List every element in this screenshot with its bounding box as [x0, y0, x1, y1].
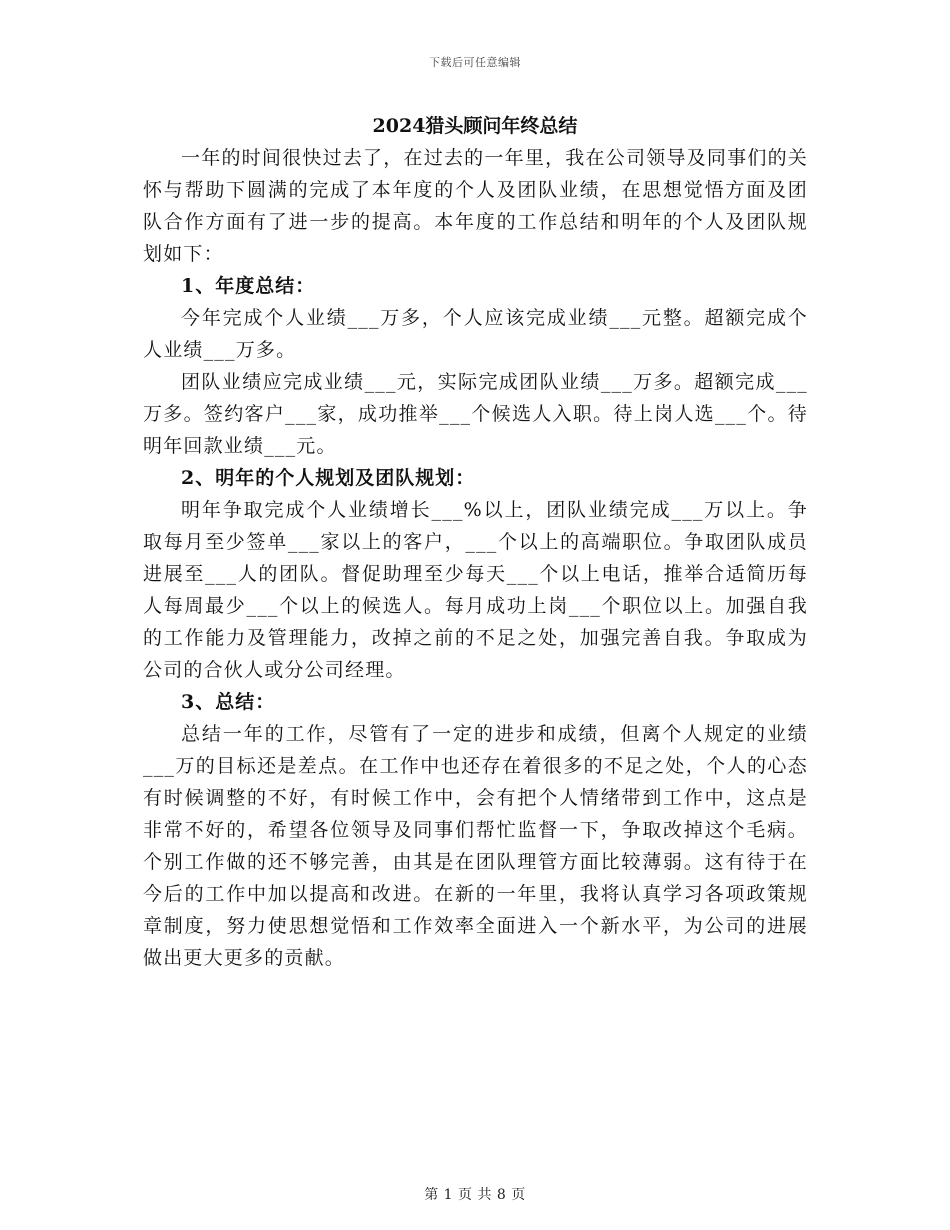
document-title: 2024猎头顾问年终总结 — [372, 115, 578, 137]
intro-paragraph: 一年的时间很快过去了，在过去的一年里，我在公司领导及同事们的关怀与帮助下圆满的完成了本年度的个人及团队业绩，在思想觉悟方面及团队合作方面有了进一步的提高。本年度的工作总结和明年的个人及团队规划如下： — [143, 147, 808, 265]
page-indicator: 第 1 页 共 8 页 — [424, 1187, 526, 1203]
next-year-plan-paragraph: 明年争取完成个人业绩增长___%以上，团队业绩完成___万以上。争取每月至少签单___家以上的客户，___个以上的高端职位。争取团队成员进展至___人的团队。督促助理至少每天___个以上电话，推举合适简历每人每周最少___个以上的候选人。每月成功上岗___个职位以上。加强自我的工作能力及管理能力，改掉之前的不足之处，加强完善自我。争取成为公司的合伙人或分公司经理。 — [143, 499, 808, 681]
section-heading-annual-summary: 1、年度总结： — [181, 275, 316, 297]
annual-team-paragraph: 团队业绩应完成业绩___元，实际完成团队业绩___万多。超额完成___万多。签约客户___家，成功推举___个候选人入职。待上岗人选___个。待明年回款业绩___元。 — [143, 371, 808, 457]
annual-personal-paragraph: 今年完成个人业绩___万多，个人应该完成业绩___元整。超额完成个人业绩___万多。 — [143, 307, 808, 361]
section-heading-conclusion: 3、总结： — [181, 691, 276, 713]
section-heading-next-year-plan: 2、明年的个人规划及团队规划： — [181, 467, 476, 489]
header-note: 下载后可任意编辑 — [429, 56, 521, 69]
conclusion-paragraph: 总结一年的工作，尽管有了一定的进步和成绩，但离个人规定的业绩___万的目标还是差点。在工作中也还存在着很多的不足之处，个人的心态有时候调整的不好，有时候工作中，会有把个人情绪带到工作中，这点是非常不好的，希望各位领导及同事们帮忙监督一下，争取改掉这个毛病。个别工作做的还不够完善，由其是在团队理管方面比较薄弱。这有待于在今后的工作中加以提高和改进。在新的一年里，我将认真学习各项政策规章制度，努力使思想觉悟和工作效率全面进入一个新水平，为公司的进展做出更大更多的贡献。 — [143, 723, 808, 969]
document-body — [143, 142, 808, 974]
